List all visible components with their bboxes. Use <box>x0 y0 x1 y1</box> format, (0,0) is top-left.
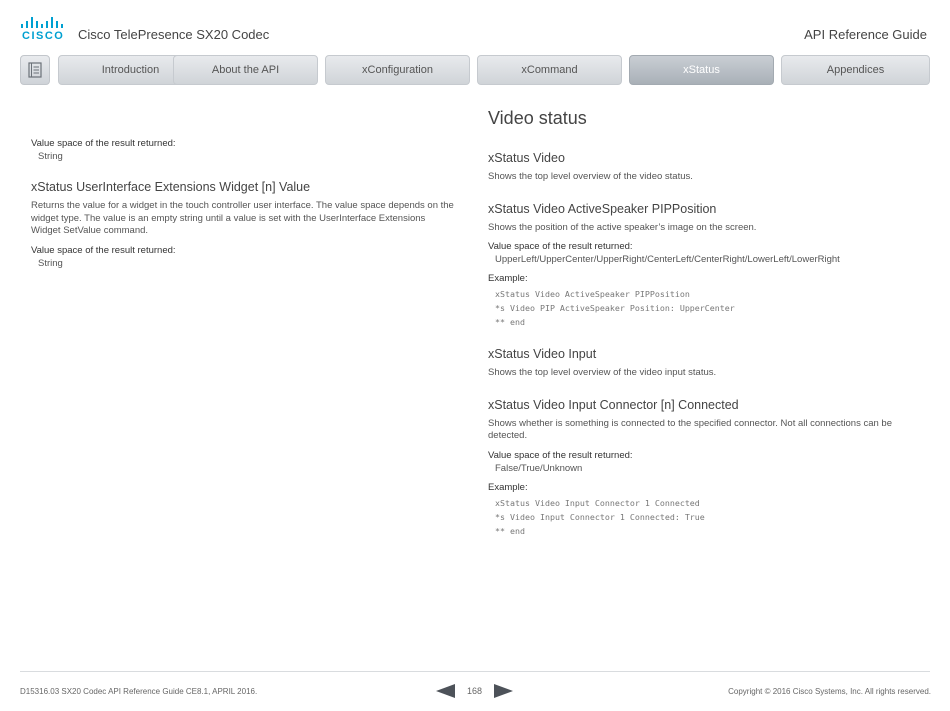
left-column <box>31 138 456 287</box>
command-title: xStatus Video <box>488 151 565 165</box>
value-space-value: String <box>38 151 63 162</box>
code-line: *s Video PIP ActiveSpeaker Position: UpperCenter <box>495 303 735 313</box>
right-column <box>488 108 918 556</box>
command-description: Returns the value for a widget in the touch controller user interface. The value space depends on the widget type. The value is an empty string until a value is set with the UserInterface Extensions Widget SetValue command. <box>31 200 454 236</box>
next-page-arrow-icon[interactable] <box>494 684 513 698</box>
value-space-label: Value space of the result returned: <box>488 241 633 252</box>
command-description: Shows the position of the active speaker’s image on the screen. <box>488 221 757 233</box>
page-number: 168 <box>467 686 483 696</box>
value-space-label: Value space of the result returned: <box>31 138 176 149</box>
product-title: Cisco TelePresence SX20 Codec <box>78 27 270 42</box>
tab-about-the-api[interactable]: About the API <box>173 55 318 85</box>
guide-title: API Reference Guide <box>804 27 927 42</box>
tab-xconfiguration[interactable]: xConfiguration <box>325 55 470 85</box>
main-nav <box>20 55 930 85</box>
tab-xstatus[interactable]: xStatus <box>629 55 774 85</box>
code-line: xStatus Video ActiveSpeaker PIPPosition <box>495 289 690 299</box>
widget-value-entry <box>31 180 456 269</box>
value-space-value: False/True/Unknown <box>495 462 583 474</box>
footer-divider <box>20 671 930 672</box>
command-description: Shows whether is something is connected to the specified connector. Not all connections can be detected. <box>488 417 892 441</box>
logo-wordmark: CISCO <box>22 30 65 42</box>
command-title: xStatus Video ActiveSpeaker PIPPosition <box>488 201 717 216</box>
example-label: Example: <box>488 273 528 284</box>
pip-position-entry <box>488 202 918 330</box>
command-description: Shows the top level overview of the video input status. <box>488 367 717 378</box>
connector-connected-entry <box>488 398 918 538</box>
code-line: *s Video Input Connector 1 Connected: True <box>495 511 705 522</box>
previous-page-arrow-icon[interactable] <box>436 684 455 698</box>
value-space-value: UpperLeft/UpperCenter/UpperRight/CenterLeft/CenterRight/LowerLeft/LowerRight <box>495 254 840 265</box>
command-title: xStatus UserInterface Extensions Widget [n] Value <box>31 180 311 194</box>
value-space-label: Value space of the result returned: <box>31 244 176 256</box>
command-title: xStatus Video Input <box>488 347 597 361</box>
code-line: ** end <box>495 525 525 536</box>
section-title: Video status <box>488 108 587 128</box>
footer-document-id: D15316.03 SX20 Codec API Reference Guide CE8.1, APRIL 2016. <box>20 687 258 696</box>
tab-introduction[interactable]: Introduction <box>58 55 203 85</box>
value-space-value: String <box>38 257 63 269</box>
command-title: xStatus Video Input Connector [n] Connected <box>488 397 739 412</box>
code-line: ** end <box>495 317 525 327</box>
toc-book-icon[interactable] <box>20 55 50 85</box>
command-description: Shows the top level overview of the video status. <box>488 171 693 182</box>
video-entry <box>488 151 918 184</box>
code-line: xStatus Video Input Connector 1 Connected <box>495 497 700 508</box>
example-label: Example: <box>488 481 528 493</box>
tab-xcommand[interactable]: xCommand <box>477 55 622 85</box>
value-space-label: Value space of the result returned: <box>488 449 633 461</box>
video-input-entry <box>488 347 918 380</box>
tab-appendices[interactable]: Appendices <box>781 55 930 85</box>
footer-copyright: Copyright © 2016 Cisco Systems, Inc. All rights reserved. <box>728 687 931 696</box>
